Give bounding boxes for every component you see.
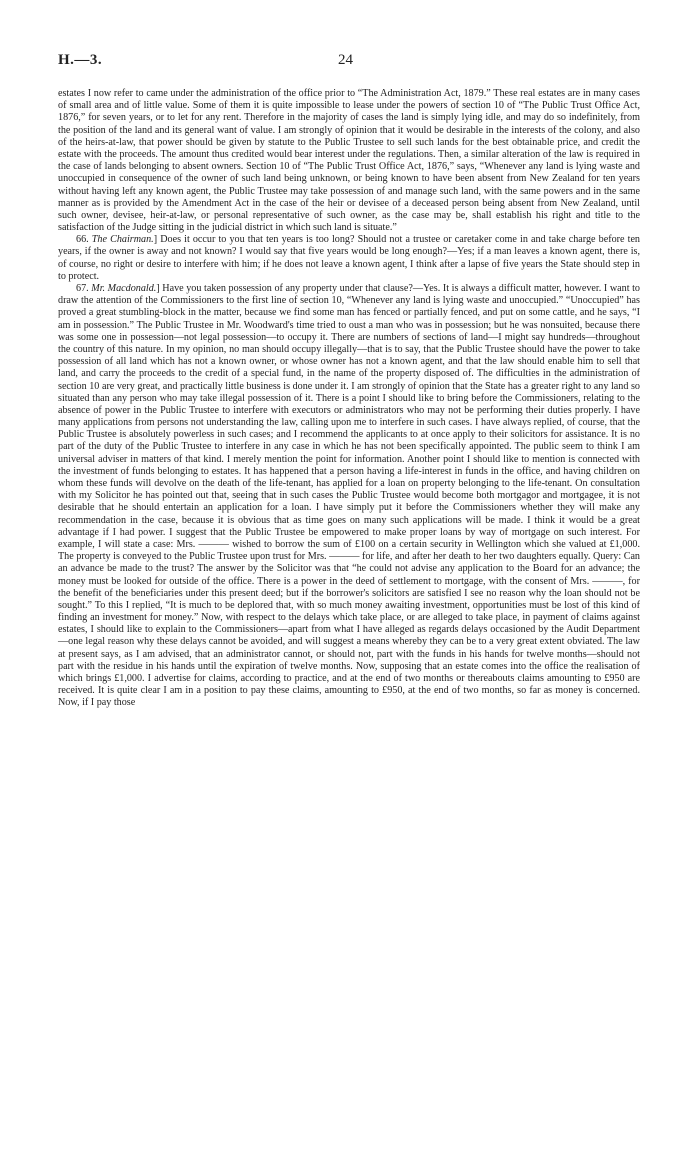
page-number: 24	[338, 52, 353, 68]
question-67	[58, 283, 640, 710]
speaker-name: The Chairman.	[91, 234, 154, 246]
question-number: 66.	[76, 234, 89, 246]
speaker-name: Mr. Macdonald.	[91, 283, 157, 294]
paragraph-text: ] Does it occur to you that ten years is too long? Should not a trustee or caretaker come in and take charge before ten years, if the owner is away and not known? I would say that five years would be long enough?—Yes; if a man leaves a known agent, there is, of course, no right or desire to interfere with him; if he does not leave a known agent, I think after a lapse of five years the State should step in to protect.	[58, 234, 640, 282]
paragraph-text: estates I now refer to came under the administration of the office prior to “The Administration Act, 1879.” These real estates are in many cases of small area and of little value. Some of them it is quite impossible to lease under the powers of section 10 of “The Public Trust Office Act, 1876,” for seven years, or to let for any rent. Therefore in the majority of cases the land is simply lying idle, and may do so indefinitely, from the position of the land and its general want of value. I am strongly of opinion that it would be desirable in the interests of the colony, and also of the heirs-at-law, that power should be given by statute to the Public Trustee to sell such lands for the best obtainable price, and credit the estate with the proceeds. The amount thus credited would bear interest under the regulations. Then, a similar alteration of the law is required in the case of lands belonging to absent owners. Section 10 of “The Public Trust Office Act, 1876,” says, “Whenever any land is lying waste and unoccupied in consequence of the owner of such land being unknown, or being known to have been absent from New Zealand for ten years without having left any known agent, the Public Trustee may take possession of and manage such land, with the same powers and in the same manner as is provided by the Amendment Act in the case of the heir or devisee of a deceased person being absent from New Zealand, until such owner, devisee, heir-at-law, or personal representative of such owner, as the case may be, shall establish his right and title to the satisfaction of the Judge sitting in the judicial district in which such land is situate.”	[58, 88, 640, 234]
page-reference: H.—3.	[58, 52, 103, 68]
body-text	[58, 88, 640, 710]
paragraph-text: ] Have you taken possession of any property under that clause?—Yes. It is always a difficult matter, however. I want to draw the attention of the Commissioners to the first line of section 10, “Whenever any land is lying waste and unoccupied.” “Unoccupied” has proved a great stumbling-block in the matter, because we find some man has fenced or partially fenced, and put on some cattle, and he says, “I am in possession.” The Public Trustee in Mr. Woodward's time tried to oust a man who was in possession; but he was nonsuited, because there was some one in possession—not legal possession—to occupy it. There are numbers of sections of land—I might say hundreds—throughout the country of this nature. In my opinion, no man should occupy illegally—that is to say, that the Public Trustee should have the power to take possession of all land which has not a known owner, or whose owner has not a known agent, and that the law should enable him to sell that land, and carry the proceeds to the credit of a special fund, in the name of the property disposed of. The difficulties in the administration of section 10 are very great, and practically little business is done under it. I am strongly of opinion that the State has a greater right to any land so situated than any person who may take illegal possession of it. There is a point I should like to bring before the Commissioners, relating to the absence of power in the Public Trustee to interfere with executors or administrators who may not be performing their duties properly. I have many applications from persons not understanding the law, calling upon me to interfere in such cases. I have always replied, of course, that the Public Trustee is absolutely powerless in such cases; and I recommend the applicants to at once apply to their solicitors for assistance. It is no part of the duty of the Public Trustee to interfere in any case in which he has not been specifically appointed. The public seem to think I am universal adviser in matters of that kind. I merely mention the point for information. Another point I should like to mention is connected with the investment of funds belonging to estates. It has happened that a person having a life-interest in funds in the office, and having children on whom these funds will devolve on the death of the life-tenant, has applied for a loan on property belonging to the life-tenant. On consultation with my Solicitor he has pointed out that, seeing that in such cases the Public Trustee would become both mortgagor and mortgagee, it is not desirable that he should entertain an application for a loan. I have simply put it before the Commissioners whether they will make any recommendation in the case, because it is obvious that as time goes on many such applications will be made. I think it would be a great advantage if I had power. I suggest that the Public Trustee be empowered to make proper loans by way of mortgage on such interest. For example, I will state a case: Mrs. ——— wished to borrow the sum of £100 on a certain security in Wellington which she valued at £1,000. The property is conveyed to the Public Trustee upon trust for Mrs. ——— for life, and after her death to her two daughters equally. Query: Can an advance be made to the trust? The answer by the Solicitor was that “he could not advise any application to the Board for an advance; the money must be looked for outside of the office. There is a power in the deed of settlement to mortgage, with the consent of Mrs. ———, for the benefit of the beneficiaries under this present deed; but if the borrower's solicitors are satisfied I see no reason why the loan should not be sought.” To this I replied, “It is much to be deplored that, with so much money awaiting investment, opportunities must be lost of this kind of finding an investment for money.” Now, with respect to the delays which take place, or are alleged to take place, in payment of claims against estates, I should like to explain to the Commissioners—apart from what I have alleged as regards delays occasioned by the Audit Department—one legal reason why these delays cannot be avoided, and will suggest a means whereby they can be to a very great extent obviated. The law at present says, as I am advised, that an administrator cannot, or should not, part with the funds in his hands for twelve months—should not part with the residue in his hands until the expiration of twelve months. Now, supposing that an estate comes into the office the realisation of which brings £1,000. I advertise for claims, according to practice, and at the end of two months or thereabouts claims amounting to £950 are received. It is quite clear I am in a position to pay these claims, amounting to £950, at the end of two months, so far as money is concerned. Now, if I pay those	[58, 283, 640, 709]
page-header	[58, 50, 640, 74]
question-number: 67.	[76, 283, 89, 294]
question-66	[58, 234, 640, 283]
paragraph-continuation	[58, 88, 640, 234]
